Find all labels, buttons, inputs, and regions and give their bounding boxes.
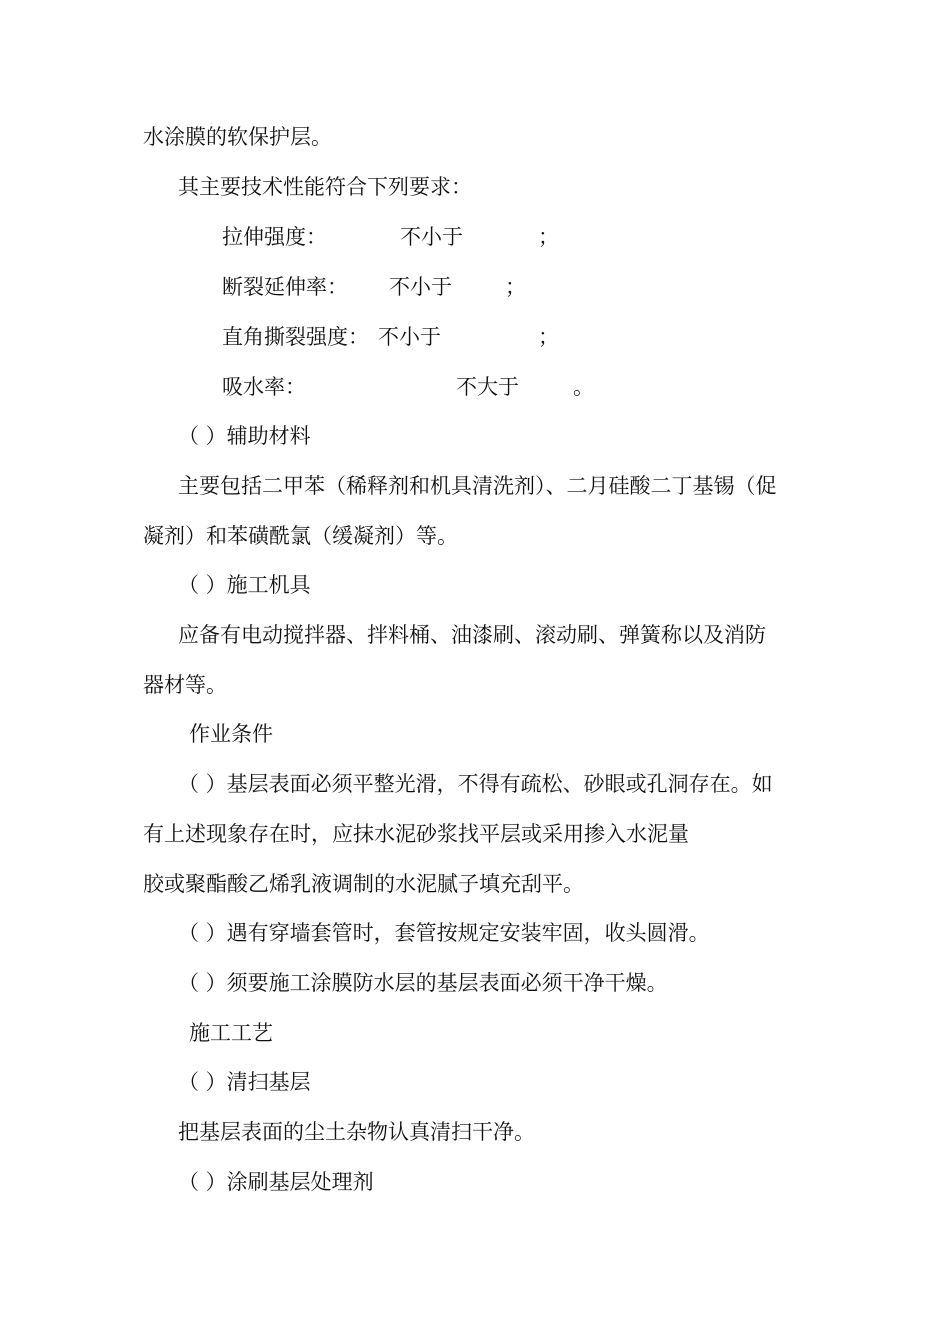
- paragraph-line: 胶或聚酯酸乙烯乳液调制的水泥腻子填充刮平。: [143, 872, 584, 896]
- paragraph-line: 有上述现象存在时，应抹水泥砂浆找平层或采用掺入水泥量: [143, 822, 689, 846]
- spec-condition: 不小于: [389, 275, 452, 299]
- spec-label-tear-strength: 直角撕裂强度：: [222, 325, 369, 349]
- spec-label-water-absorption: 吸水率：: [222, 375, 306, 399]
- spec-label-elongation: 断裂延伸率：: [222, 275, 348, 299]
- section-heading: （ ）辅助材料: [178, 424, 311, 448]
- spec-terminator: ；: [538, 325, 559, 349]
- paragraph-line: （ ）须要施工涂膜防水层的基层表面必须干净干燥。: [178, 971, 668, 995]
- spec-terminator: ；: [538, 225, 559, 249]
- section-heading: （ ）清扫基层: [178, 1070, 311, 1094]
- spec-condition: 不大于: [456, 375, 519, 399]
- spec-condition: 不小于: [400, 225, 463, 249]
- paragraph-line: 主要包括二甲苯（稀释剂和机具清洗剂）、二月硅酸二丁基锡（促: [178, 474, 777, 498]
- paragraph-line: （ ）遇有穿墙套管时，套管按规定安装牢固，收头圆滑。: [178, 921, 710, 945]
- paragraph-line: （ ）基层表面必须平整光滑，不得有疏松、砂眼或孔洞存在。如: [178, 772, 773, 796]
- spec-condition: 不小于: [378, 325, 441, 349]
- section-heading: （ ）涂刷基层处理剂: [178, 1170, 374, 1194]
- paragraph-line: 其主要技术性能符合下列要求：: [178, 175, 472, 199]
- paragraph-line: 把基层表面的尘土杂物认真清扫干净。: [178, 1120, 535, 1144]
- spec-label-tensile-strength: 拉伸强度：: [222, 225, 327, 249]
- paragraph-line: 应备有电动搅拌器、拌料桶、油漆刷、滚动刷、弹簧称以及消防: [178, 623, 766, 647]
- section-heading: （ ）施工机具: [178, 573, 311, 597]
- section-heading: 施工工艺: [189, 1021, 273, 1045]
- section-heading: 作业条件: [189, 722, 273, 746]
- spec-terminator: 。: [573, 375, 594, 399]
- paragraph-line: 水涂膜的软保护层。: [143, 125, 332, 149]
- paragraph-line: 器材等。: [143, 673, 227, 697]
- paragraph-line: 凝剂）和苯磺酰氯（缓凝剂）等。: [143, 524, 458, 548]
- spec-terminator: ；: [505, 275, 526, 299]
